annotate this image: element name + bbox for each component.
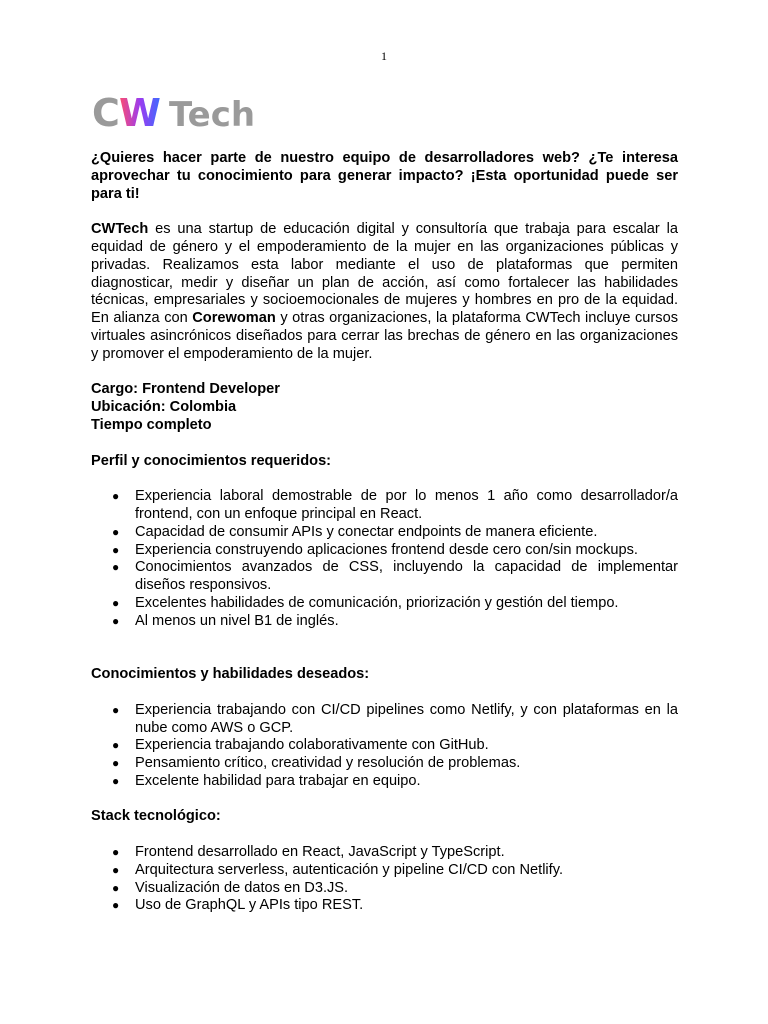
list-item	[91, 702, 678, 738]
list-item	[91, 524, 678, 542]
list-item	[91, 613, 678, 631]
list-item-text: Capacidad de consumir APIs y conectar endpoints de manera eficiente.	[135, 523, 598, 540]
brand-name: CWTech	[91, 221, 149, 238]
bullet-icon: ●	[112, 880, 120, 895]
bullet-icon: ●	[112, 542, 120, 557]
list-item	[91, 897, 678, 915]
bullet-icon: ●	[112, 560, 120, 575]
list-item-text: Experiencia laboral demostrable de por lo menos 1 año como desarrollador/a frontend, con un enfoque principal en React.	[135, 488, 678, 522]
intro-question: ¿Quieres hacer parte de nuestro equipo de desarrolladores web? ¿Te interesa aprovechar tu conocimiento para generar impacto? ¡Esta oportunidad puede ser para ti!	[91, 150, 678, 202]
list-item	[91, 755, 678, 773]
list-item	[91, 862, 678, 880]
list-item	[91, 880, 678, 898]
list-item	[91, 542, 678, 560]
desired-section-title: Conocimientos y habilidades deseados:	[91, 666, 370, 683]
logo-letter-c: C	[92, 91, 120, 135]
list-item-text: Experiencia trabajando colaborativamente con GitHub.	[135, 737, 489, 754]
company-description	[91, 221, 678, 363]
cwtech-logo	[92, 90, 272, 136]
page-number: 1	[381, 49, 387, 63]
list-item-text: Experiencia construyendo aplicaciones frontend desde cero con/sin mockups.	[135, 541, 638, 558]
logo-letter-w: W	[119, 91, 161, 135]
desired-list	[91, 702, 678, 791]
list-item-text: Frontend desarrollado en React, JavaScript y TypeScript.	[135, 844, 505, 861]
bullet-icon: ●	[112, 595, 120, 610]
required-section-title: Perfil y conocimientos requeridos:	[91, 452, 332, 469]
list-item-text: Pensamiento crítico, creatividad y resolución de problemas.	[135, 755, 521, 772]
stack-list	[91, 844, 678, 915]
list-item	[91, 844, 678, 862]
job-posting	[91, 150, 678, 915]
list-item	[91, 488, 678, 524]
description-part-1: es una startup de educación digital y consultoría que trabaja para escalar la equidad de género y el empoderamiento de la mujer en las organizaciones públicas y privadas. Realizamos esta labor mediante el uso de plataformas que permiten diagnosticar, medir y diseñar un plan de acción, así como fortalecer las habilidades técnicas, empresariales y socioemocionales de mujeres y hombres en pro de la equidad. En alianza con	[91, 221, 678, 327]
list-item	[91, 737, 678, 755]
bullet-icon: ●	[112, 702, 120, 717]
bullet-icon: ●	[112, 862, 120, 877]
job-location: Ubicación: Colombia	[91, 399, 237, 416]
job-schedule: Tiempo completo	[91, 416, 212, 433]
bullet-icon: ●	[112, 489, 120, 504]
list-item	[91, 595, 678, 613]
list-item	[91, 559, 678, 595]
bullet-icon: ●	[112, 773, 120, 788]
bullet-icon: ●	[112, 613, 120, 628]
job-details	[91, 381, 678, 434]
list-item-text: Visualización de datos en D3.JS.	[135, 879, 349, 896]
list-item-text: Excelente habilidad para trabajar en equipo.	[135, 772, 421, 789]
logo-word-tech: Tech	[169, 95, 256, 135]
stack-section-title: Stack tecnológico:	[91, 808, 221, 825]
required-list	[91, 488, 678, 630]
description-part-2: y otras organizaciones, la plataforma CWTech incluye cursos virtuales asincrónicos diseñados para cerrar las brechas de género en las organizaciones y promover el empoderamiento de la mujer.	[91, 310, 678, 362]
list-item-text: Al menos un nivel B1 de inglés.	[135, 612, 339, 629]
bullet-icon: ●	[112, 738, 120, 753]
list-item-text: Uso de GraphQL y APIs tipo REST.	[135, 897, 364, 914]
bullet-icon: ●	[112, 898, 120, 913]
bullet-icon: ●	[112, 756, 120, 771]
partner-name: Corewoman	[192, 310, 276, 327]
list-item-text: Conocimientos avanzados de CSS, incluyendo la capacidad de implementar diseños responsivos.	[135, 559, 678, 594]
list-item-text: Arquitectura serverless, autenticación y pipeline CI/CD con Netlify.	[135, 861, 563, 878]
job-position: Cargo: Frontend Developer	[91, 381, 280, 398]
list-item	[91, 773, 678, 791]
bullet-icon: ●	[112, 524, 120, 539]
list-item-text: Excelentes habilidades de comunicación, priorización y gestión del tiempo.	[135, 594, 619, 611]
bullet-icon: ●	[112, 845, 120, 860]
list-item-text: Experiencia trabajando con CI/CD pipelines como Netlify, y con plataformas en la nube como AWS o GCP.	[135, 701, 678, 736]
